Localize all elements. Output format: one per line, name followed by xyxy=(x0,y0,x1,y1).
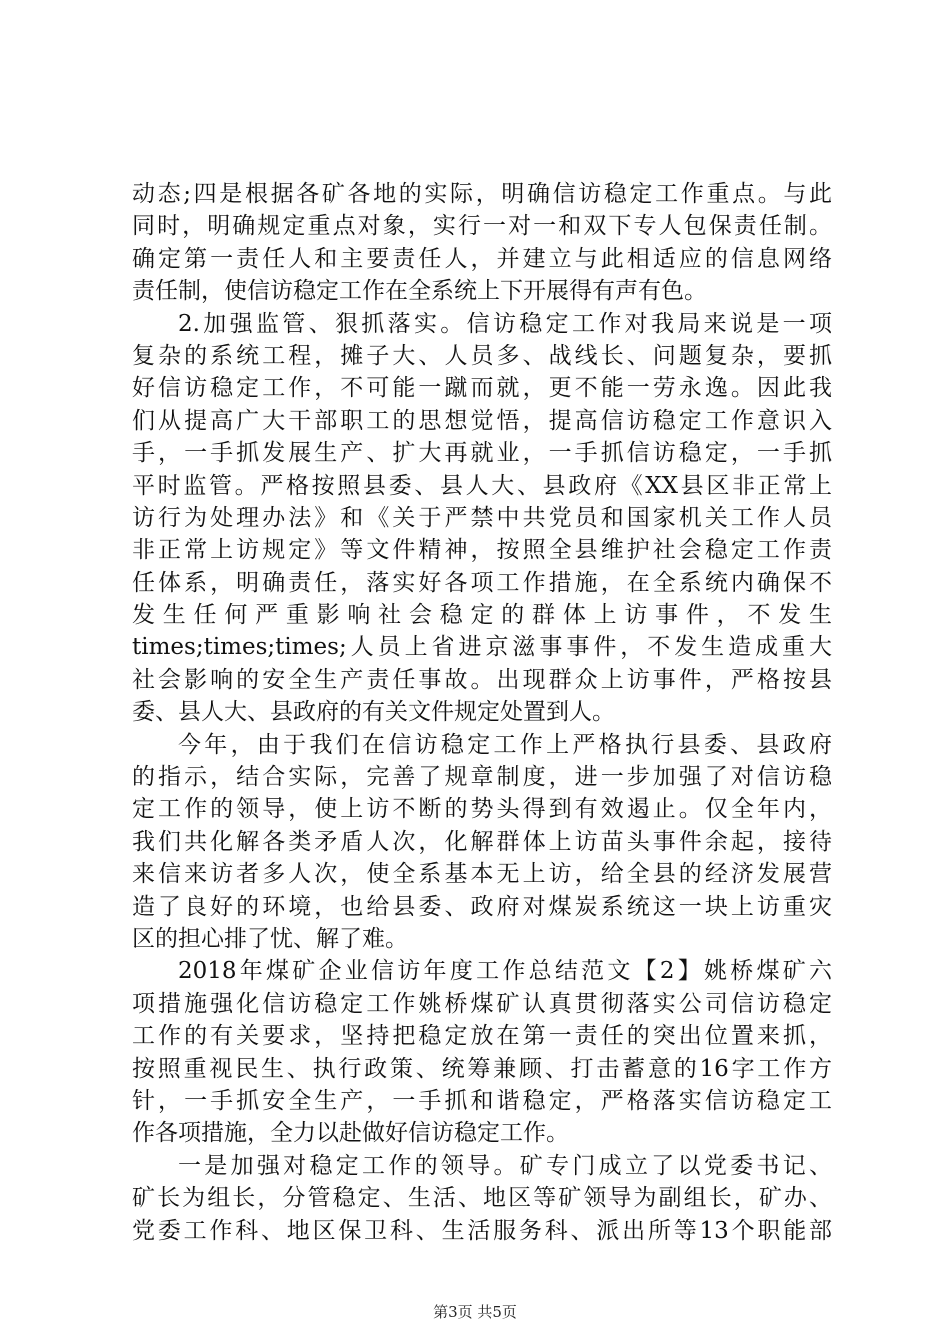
text-line: 造了良好的环境，也给县委、政府对煤炭系统这一块上访重灾 xyxy=(132,893,832,920)
text-line: 的指示，结合实际，完善了规章制度，进一步加强了对信访稳 xyxy=(132,764,832,791)
text-line: 任体系，明确责任，落实好各项工作措施，在全系统内确保不 xyxy=(132,569,832,596)
text-line: 针，一手抓安全生产，一手抓和谐稳定，严格落实信访稳定工 xyxy=(132,1087,832,1114)
text-line: 发生任何严重影响社会稳定的群体上访事件，不发生 xyxy=(132,602,832,629)
paragraph-start-line: 2.加强监管、狠抓落实。信访稳定工作对我局来说是一项 xyxy=(178,310,832,337)
text-line: 来信来访者多人次，使全系基本无上访，给全县的经济发展营 xyxy=(132,861,832,888)
text-line: 社会影响的安全生产责任事故。出现群众上访事件，严格按县 xyxy=(132,666,832,693)
text-line: 项措施强化信访稳定工作姚桥煤矿认真贯彻落实公司信访稳定 xyxy=(132,990,832,1017)
paragraph-start-line: 2018年煤矿企业信访年度工作总结范文【2】姚桥煤矿六 xyxy=(178,958,832,985)
text-line: 作各项措施，全力以赴做好信访稳定工作。 xyxy=(132,1120,569,1147)
text-line: 非正常上访规定》等文件精神，按照全县维护社会稳定工作责 xyxy=(132,537,832,564)
body-text xyxy=(132,178,832,1247)
page-footer: 第3页 共5页 xyxy=(433,1303,517,1321)
text-line: times;times;times;人员上省进京滋事事件，不发生造成重大 xyxy=(132,634,832,661)
text-line: 工作的有关要求，坚持把稳定放在第一责任的突出位置来抓， xyxy=(132,1023,832,1050)
paragraph-start-line: 今年，由于我们在信访稳定工作上严格执行县委、县政府 xyxy=(178,731,832,758)
text-line: 确定第一责任人和主要责任人，并建立与此相适应的信息网络 xyxy=(132,245,832,272)
text-line: 手，一手抓发展生产、扩大再就业，一手抓信访稳定，一手抓 xyxy=(132,440,832,467)
text-line: 责任制，使信访稳定工作在全系统上下开展得有声有色。 xyxy=(132,278,707,305)
text-line: 平时监管。严格按照县委、县人大、县政府《XX县区非正常上 xyxy=(132,472,832,499)
text-line: 党委工作科、地区保卫科、生活服务科、派出所等13个职能部 xyxy=(132,1217,832,1244)
text-line: 好信访稳定工作，不可能一蹴而就，更不能一劳永逸。因此我 xyxy=(132,375,832,402)
paragraph-start-line: 一是加强对稳定工作的领导。矿专门成立了以党委书记、 xyxy=(178,1152,832,1179)
text-line: 我们共化解各类矛盾人次，化解群体上访苗头事件余起，接待 xyxy=(132,828,832,855)
text-line: 同时，明确规定重点对象，实行一对一和双下专人包保责任制。 xyxy=(132,213,832,240)
text-line: 定工作的领导，使上访不断的势头得到有效遏止。仅全年内， xyxy=(132,796,832,823)
text-line: 按照重视民生、执行政策、统筹兼顾、打击蓄意的16字工作方 xyxy=(132,1055,832,1082)
text-line: 矿长为组长，分管稳定、生活、地区等矿领导为副组长，矿办、 xyxy=(132,1185,832,1212)
text-line: 访行为处理办法》和《关于严禁中共党员和国家机关工作人员 xyxy=(132,504,832,531)
text-line: 委、县人大、县政府的有关文件规定处置到人。 xyxy=(132,699,615,726)
text-line: 复杂的系统工程，摊子大、人员多、战线长、问题复杂，要抓 xyxy=(132,342,832,369)
text-line: 们从提高广大干部职工的思想觉悟，提高信访稳定工作意识入 xyxy=(132,407,832,434)
text-line: 区的担心排了忧、解了难。 xyxy=(132,925,408,952)
text-line: 动态;四是根据各矿各地的实际，明确信访稳定工作重点。与此 xyxy=(132,181,832,207)
